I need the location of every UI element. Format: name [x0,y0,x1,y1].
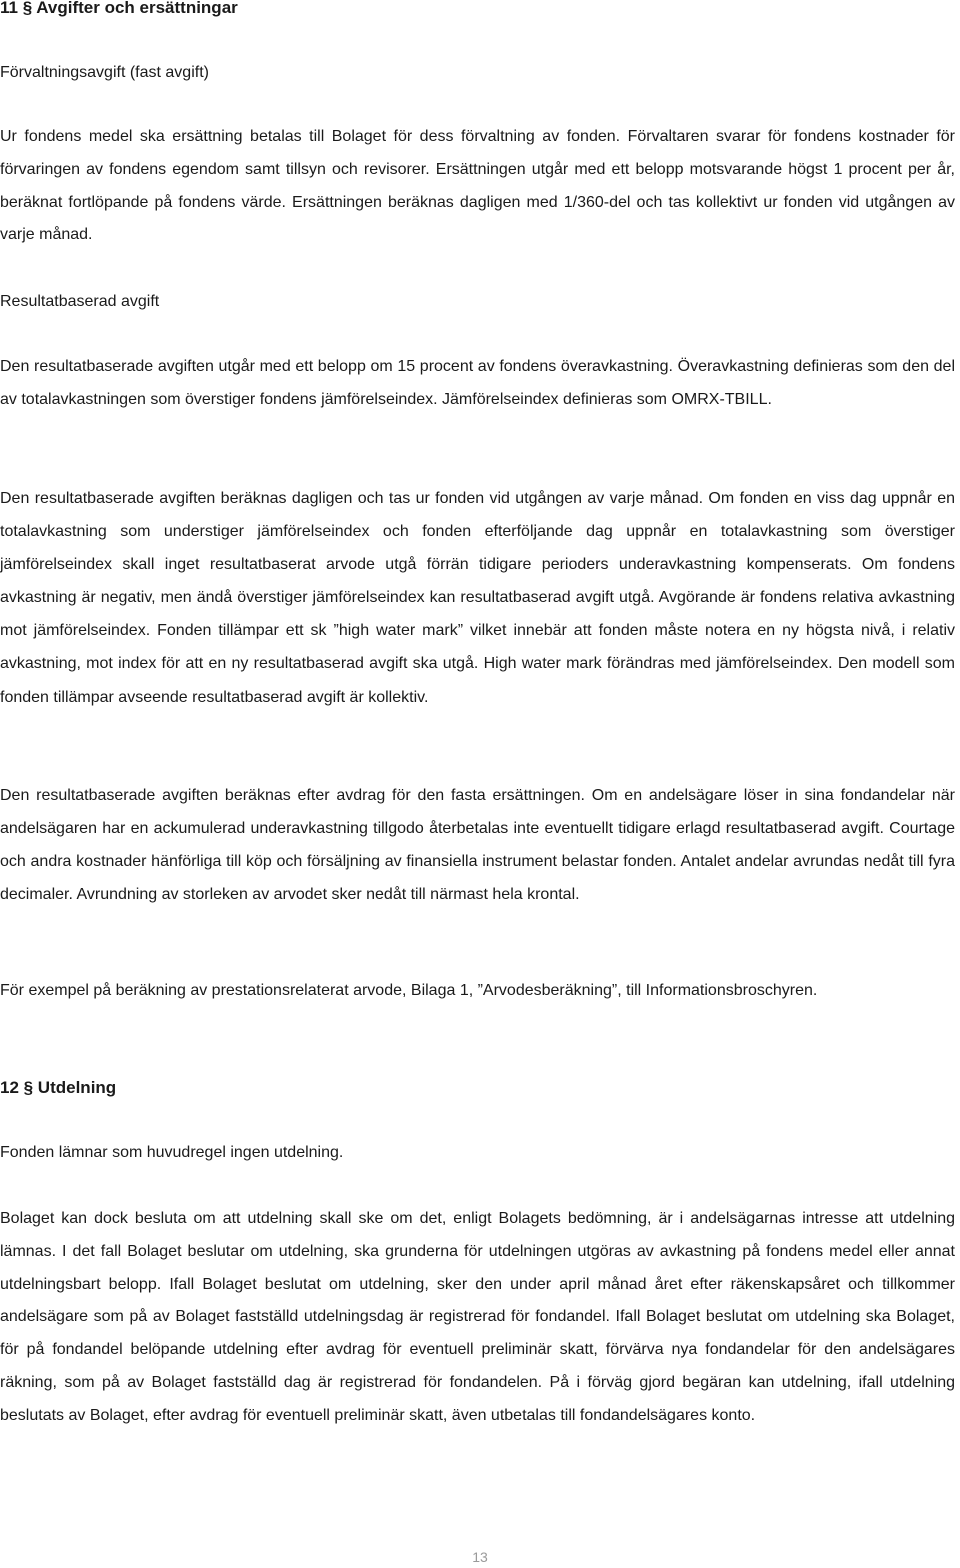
paragraph-performance-definition: Den resultatbaserade avgiften utgår med ett belopp om 15 procent av fondens överavkastning. Överavkastning definieras som den del av totalavkastningen som överstiger fondens jämförelseindex. Jämförelseindex definieras som OMRX-TBILL. [0,358,955,408]
subheading-fixed-fee: Förvaltningsavgift (fast avgift) [0,64,209,81]
section-12-heading: 12 § Utdelning [0,1078,117,1097]
paragraph-performance-deduction: Den resultatbaserade avgiften beräknas efter avdrag för den fasta ersättningen. Om en andelsägare löser in sina fondandelar när andelsägaren har en ackumulerad underavkastning tillgodo återbetalas inte eventuellt tidigare erlagd resultatbaserad avgift. Courtage och andra kostnader hänförliga till köp och försäljning av finansiella instrument belastar fonden. Antalet andelar avrundas nedåt till fyra decimaler. Avrundning av storleken av arvodet sker nedåt till närmast hela krontal. [0,787,955,904]
subheading-performance-fee: Resultatbaserad avgift [0,293,160,310]
paragraph-fixed-fee: Ur fondens medel ska ersättning betalas till Bolaget för dess förvaltning av fonden. Förvaltaren svarar för fondens kostnader för förvaringen av fondens egendom samt tillsyn och revisorer. Ersättningen utgår med ett belopp motsvarande högst 1 procent per år, beräknat fortlöpande på fondens värde. Ersättningen beräknas dagligen med 1/360-del och tas kollektivt ur fonden vid utgången av varje månad. [0,128,955,244]
section-11-heading: 11 § Avgifter och ersättningar [0,0,238,17]
paragraph-performance-calculation: Den resultatbaserade avgiften beräknas dagligen och tas ur fonden vid utgången av varje månad. Om fonden en viss dag uppnår en totalavkastning som understiger jämförelseindex och fonden efterföljande dag uppnår en totalavkastning som överstiger jämförelseindex skall inget resultatbaserat arvode utgå förrän tidigare perioders underavkastning kompenserats. Om fondens avkastning är negativ, men ändå överstiger jämförelseindex kan resultatbaserad avgift utgå. Avgörande är fondens relativa avkastning mot jämförelseindex. Fonden tillämpar ett sk ”high water mark” vilket innebär att fonden måste notera en ny högsta nivå, i relativ avkastning, mot index för att en ny resultatbaserad avgift ska utgå. High water mark förändras med jämförelseindex. Den modell som fonden tillämpar avseende resultatbaserad avgift är kollektiv. [0,490,955,706]
paragraph-dividend-rule: Fonden lämnar som huvudregel ingen utdelning. [0,1144,344,1161]
paragraph-dividend-decision: Bolaget kan dock besluta om att utdelning skall ske om det, enligt Bolagets bedömning, är i andelsägarnas intresse att utdelning lämnas. I det fall Bolaget beslutar om utdelning, ska grunderna för utdelningen utgöras av avkastning på fondens medel eller annat utdelningsbart belopp. Ifall Bolaget beslutat om utdelning, sker den under april månad året efter räkenskapsåret och tillkommer andelsägare som på av Bolaget fastställd utdelningsdag är registrerad för fondandel. Ifall Bolaget beslutat om utdelning ska Bolaget, för på fondandel belöpande utdelning efter avdrag för eventuell preliminär skatt, förvärva nya fondandelar för den andelsägares räkning, som på av Bolaget fastställd dag är registrerad för fondandelen. På i förväg gjord begäran kan utdelning, ifall utdelning beslutats av Bolaget, efter avdrag för eventuell preliminär skatt, även utbetalas till fondandelsägares konto. [0,1210,955,1424]
paragraph-example-reference: För exempel på beräkning av prestationsrelaterat arvode, Bilaga 1, ”Arvodesberäkning”, till Informationsbroschyren. [0,982,818,999]
page-number: 13 [472,1549,488,1565]
